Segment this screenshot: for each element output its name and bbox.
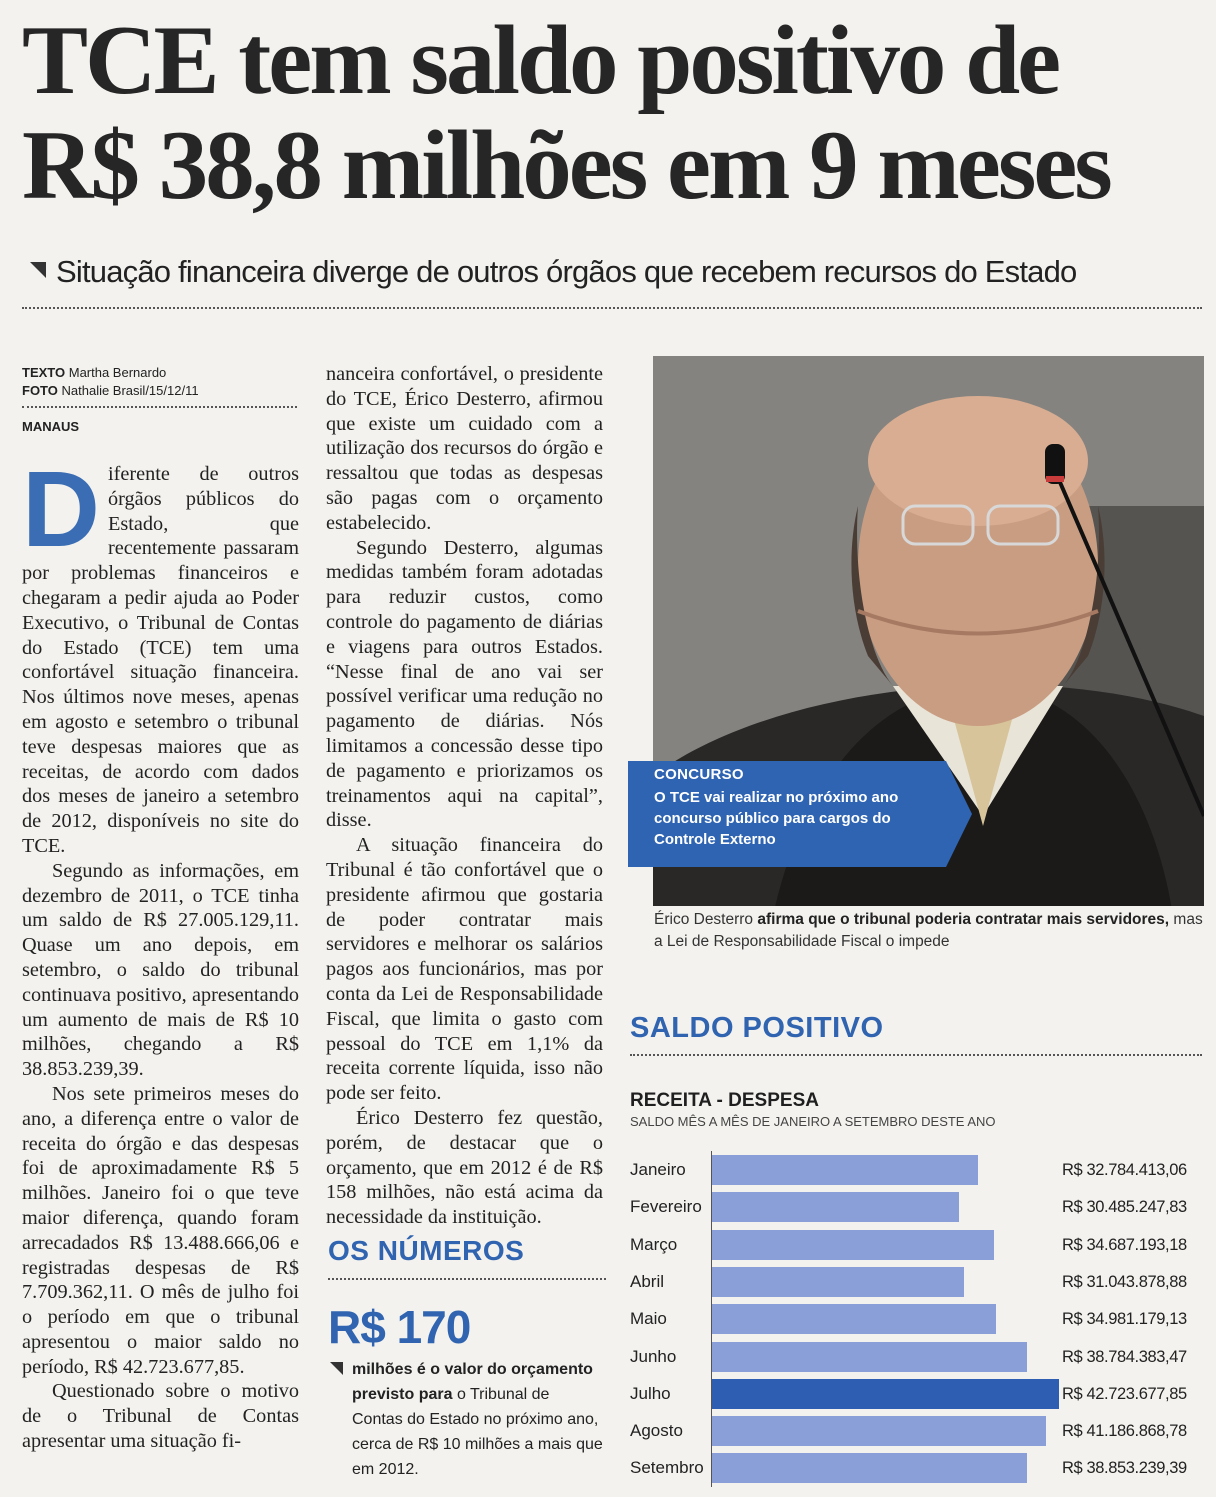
- bar-janeiro: [711, 1155, 978, 1185]
- section-title-os-numeros: OS NÚMEROS: [328, 1235, 525, 1266]
- bar-label: Agosto: [630, 1421, 683, 1440]
- caption-name: Érico Desterro: [654, 911, 754, 928]
- paragraph: Nos sete primeiros meses do ano, a diferença entre o valor de receita do órgão e das despesas foi de aproximadamente R$ 5 milhões. Janeiro foi o que teve maior diferença, quando foram arrecadados R$ 13.488.666,06 e registradas despesas de R$ 7.709.362,11. O mês de julho foi o período em que o tribunal apresentou o maior saldo no período, R$ 42.723.677,85.: [22, 1082, 299, 1378]
- caption-bold: afirma que o tribunal poderia contratar mais servidores,: [757, 911, 1170, 928]
- bar-value-label: R$ 38.784.383,47: [1062, 1348, 1187, 1366]
- headline-line-2: R$ 38,8 milhões em 9 meses: [22, 111, 1110, 220]
- divider: [630, 1054, 1202, 1056]
- bar-label: Maio: [630, 1309, 667, 1328]
- big-number-description: [352, 1357, 604, 1482]
- caption-rest: mas a Lei de Responsabilidade Fiscal o impede: [654, 911, 1203, 950]
- section-title-saldo-positivo: SALDO POSITIVO: [630, 1012, 884, 1044]
- bar-março: [711, 1230, 994, 1260]
- paragraph: A situação financeira do Tribunal é tão confortável que o presidente afirmou que gostaria de poder contratar mais servidores e melhorar os salários pagos aos funcionários, mas por conta da Lei de Responsabilidade Fiscal, que limita o gasto com pessoal do TCE em 1,1% da receita corrente líquida, isso não pode ser feito.: [326, 834, 603, 1105]
- article-column-2: [326, 362, 603, 1230]
- bar-value-label: R$ 31.043.878,88: [1062, 1273, 1187, 1291]
- paragraph: Questionado sobre o motivo de o Tribunal de Contas apresentar uma situação fi-: [22, 1380, 299, 1453]
- callout-concurso: [628, 761, 946, 867]
- bar-value-label: R$ 38.853.239,39: [1062, 1459, 1187, 1477]
- big-number-bold: milhões é o valor do orçamento previsto para: [352, 1361, 593, 1403]
- bar-agosto: [711, 1416, 1046, 1446]
- chart-subtitle: SALDO MÊS A MÊS DE JANEIRO A SETEMBRO DESTE ANO: [630, 1114, 996, 1129]
- big-number-rest: o Tribunal de Contas do Estado no próximo ano, cerca de R$ 10 milhões a mais que em 2012.: [352, 1386, 603, 1478]
- headline: [22, 8, 1192, 218]
- credits: [22, 364, 297, 400]
- bar-label: Setembro: [630, 1458, 704, 1477]
- bar-maio: [711, 1304, 996, 1334]
- big-number: R$ 170: [328, 1301, 471, 1353]
- bar-value-label: R$ 41.186.868,78: [1062, 1422, 1187, 1440]
- headline-line-1: TCE tem saldo positivo de: [22, 6, 1059, 115]
- article-column-1: [22, 448, 299, 1454]
- city-tag: MANAUS: [22, 419, 80, 434]
- bar-value-label: R$ 42.723.677,85: [1062, 1385, 1187, 1403]
- bar-setembro: [711, 1453, 1027, 1483]
- bar-value-label: R$ 34.981.179,13: [1062, 1310, 1187, 1328]
- paragraph: Segundo Desterro, algumas medidas também foram adotadas para reduzir custos, como controle do pagamento de diárias e viagens para outros Estados. “Nesse final de ano vai ser possível verificar uma redução no pagamento de diárias. Nós limitamos a concessão desse tipo de pagamento e priorizamos os treinamentos aqui na capital”, disse.: [326, 536, 603, 832]
- drop-cap: D: [22, 448, 100, 569]
- callout-text: O TCE vai realizar no próximo ano concurso público para cargos do Controle Externo: [654, 789, 899, 848]
- bar-label: Julho: [630, 1384, 671, 1403]
- credit-text-label: TEXTO: [22, 365, 66, 380]
- bar-label: Abril: [630, 1272, 665, 1291]
- paragraph: Segundo as informações, em dezembro de 2011, o TCE tinha um saldo de R$ 27.005.129,11. Quase um ano depois, em setembro, o saldo do tribunal continuava positivo, apresentando um aumento de mais de R$ 10 milhões, chegando a R$ 38.853.239,39.: [22, 859, 299, 1081]
- subhead-text: Situação financeira diverge de outros órgãos que recebem recursos do Estado: [56, 254, 1077, 289]
- bar-label: Março: [630, 1235, 678, 1254]
- bar-label: Junho: [630, 1347, 677, 1366]
- credit-text-name: Martha Bernardo: [68, 365, 167, 380]
- paragraph: Érico Desterro fez questão, porém, de destacar que o orçamento, que em 2012 é de R$ 158 milhões, não está acima da necessidade da instituição.: [326, 1106, 603, 1229]
- chart-title: RECEITA - DESPESA: [630, 1090, 819, 1111]
- paragraph: nanceira confortável, o presidente do TCE, Érico Desterro, afirmou que existe um cuidado com a utilização dos recursos do órgão e ressaltou que todas as despesas são pagas com o orçamento estabelecido.: [326, 363, 603, 534]
- triangle-bullet-icon: [330, 1362, 343, 1375]
- divider: [22, 406, 297, 408]
- divider: [328, 1278, 606, 1280]
- bar-fevereiro: [711, 1192, 959, 1222]
- bar-value-label: R$ 34.687.193,18: [1062, 1236, 1187, 1254]
- bar-julho: [711, 1379, 1059, 1409]
- bar-value-label: R$ 32.784.413,06: [1062, 1161, 1187, 1179]
- subhead: [30, 254, 1210, 290]
- bar-abril: [711, 1267, 964, 1297]
- divider: [22, 307, 1202, 309]
- chart-axis: [711, 1151, 712, 1487]
- callout-title: CONCURSO: [654, 766, 744, 783]
- photo-caption: [654, 909, 1204, 953]
- bar-value-label: R$ 30.485.247,83: [1062, 1198, 1187, 1216]
- bar-label: Janeiro: [630, 1160, 686, 1179]
- paragraph: iferente de outros órgãos públicos do Estado, que recentemente passaram por problemas financeiros e chegaram a pedir ajuda ao Poder Executivo, o Tribunal de Contas do Estado (TCE) tem uma confortável situação financeira. Nos últimos nove meses, apenas em agosto e setembro o tribunal teve despesas maiores que as receitas, de acordo com dados dos meses de janeiro a setembro de 2012, disponíveis no site do TCE.: [22, 463, 299, 857]
- credit-photo-name: Nathalie Brasil/15/12/11: [61, 383, 199, 398]
- credit-photo-label: FOTO: [22, 383, 58, 398]
- bar-junho: [711, 1342, 1027, 1372]
- triangle-bullet-icon: [30, 262, 46, 278]
- callout-arrow: [946, 761, 972, 867]
- bar-label: Fevereiro: [630, 1197, 702, 1216]
